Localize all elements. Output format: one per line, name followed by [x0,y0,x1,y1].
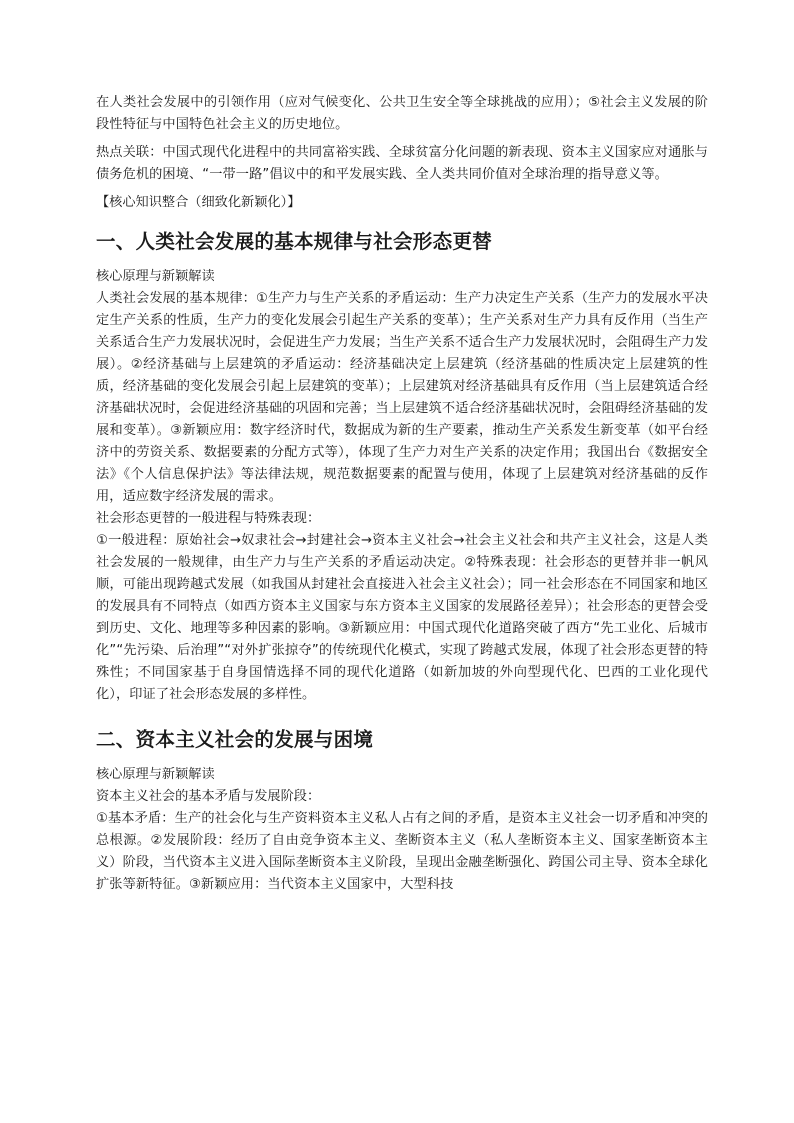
section-2-subtitle: 核心原理与新颖解读 [96,767,215,782]
section-2-contradiction-title: 资本主义社会的基本矛盾与发展阶段： [96,789,321,804]
section-1-social-form-paragraph: ①一般进程：原始社会→奴隶社会→封建社会→资本主义社会→社会主义社会和共产主义社会，这是人类社会发展的一般规律，由生产力与生产关系的矛盾运动决定。②特殊表现：社会形态的更替并非一帆风顺，可能出现跨越式发展（如我国从封建社会直接进入社会主义社会）；同一社会形态在不同国家和地区的发展具有不同特点（如西方资本主义国家与东方资本主义国家的发展路径差异）；社会形态的更替会受到历史、文化、地理等多种因素的影响。③新颖应用：中国式现代化道路突破了西方“先工业化、后城市化”“先污染、后治理”“对外扩张掠夺”的传统现代化模式，实现了跨越式发展，体现了社会形态更替的特殊性；不同国家基于自身国情选择不同的现代化道路（如新加坡的外向型现代化、巴西的工业化现代化），印证了社会形态发展的多样性。 [96,533,708,702]
document-page [96,92,708,896]
section-1-heading: 一、人类社会发展的基本规律与社会形态更替 [96,230,493,253]
section-1-subtitle: 核心原理与新颖解读 [96,269,215,284]
section-2-contradiction-paragraph: ①基本矛盾：生产的社会化与生产资料资本主义私人占有之间的矛盾，是资本主义社会一切矛盾和冲突的总根源。②发展阶段：经历了自由竞争资本主义、垄断资本主义（私人垄断资本主义、国家垄断资本主义）阶段，当代资本主义进入国际垄断资本主义阶段，呈现出金融垄断强化、跨国公司主导、资本全球化扩张等新特征。③新颖应用：当代资本主义国家中，大型科技 [96,811,708,892]
section-1-basic-law-paragraph: 人类社会发展的基本规律：①生产力与生产关系的矛盾运动：生产力决定生产关系（生产力的发展水平决定生产关系的性质，生产力的变化发展会引起生产关系的变革）；生产关系对生产力具有反作用（当生产关系适合生产力发展状况时，会促进生产力发展；当生产关系不适合生产力发展状况时，会阻碍生产力发展）。②经济基础与上层建筑的矛盾运动：经济基础决定上层建筑（经济基础的性质决定上层建筑的性质，经济基础的变化发展会引起上层建筑的变革）；上层建筑对经济基础具有反作用（当上层建筑适合经济基础状况时，会促进经济基础的巩固和完善；当上层建筑不适合经济基础状况时，会阻碍经济基础的发展和变革）。③新颖应用：数字经济时代，数据成为新的生产要素，推动生产关系发生新变革（如平台经济中的劳资关系、数据要素的分配方式等），体现了生产力对生产关系的决定作用；我国出台《数据安全法》《个人信息保护法》等法律法规，规范数据要素的配置与使用，体现了上层建筑对经济基础的反作用，适应数字经济发展的需求。 [96,291,708,504]
hot-topics-paragraph: 热点关联：中国式现代化进程中的共同富裕实践、全球贫富分化问题的新表现、资本主义国家应对通胀与债务危机的困境、“一带一路”倡议中的和平发展实践、全人类共同价值对全球治理的指导意义等。 [96,145,708,182]
section-1-social-form-title: 社会形态更替的一般进程与特殊表现： [96,511,321,526]
core-knowledge-label: 【核心知识整合（细致化新颖化）】 [96,195,301,210]
intro-paragraph: 在人类社会发展中的引领作用（应对气候变化、公共卫生安全等全球挑战的应用）；⑤社会主义发展的阶段性特征与中国特色社会主义的历史地位。 [96,95,708,132]
section-2-heading: 二、资本主义社会的发展与困境 [96,728,374,751]
